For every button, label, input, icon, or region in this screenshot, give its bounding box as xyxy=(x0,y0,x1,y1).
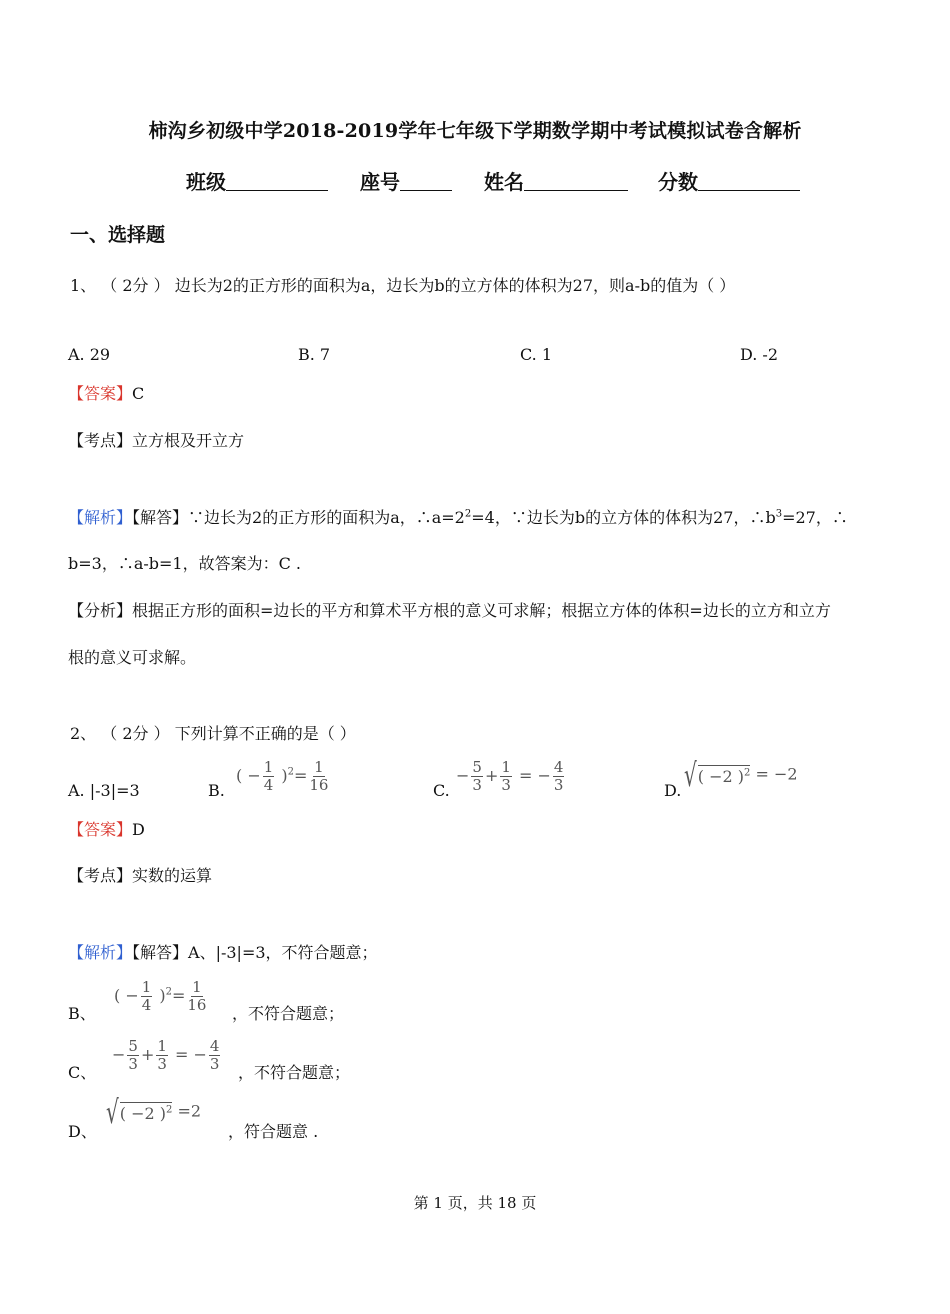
q1-point-tag: 【考点】 xyxy=(68,431,133,450)
q2-answer-value: D xyxy=(132,820,145,839)
field-score xyxy=(658,166,800,195)
q2-analysis-c-note: ，不符合题意； xyxy=(238,1063,351,1082)
field-class xyxy=(186,166,328,195)
q2-analysis-c-label: C、 xyxy=(68,1063,97,1082)
q1-option-d[interactable]: D. -2 xyxy=(740,345,779,364)
q2-analysis-d-note: ，符合题意 . xyxy=(228,1122,319,1141)
q1-fenxi-line2: 根的意义可求解。 xyxy=(68,648,197,667)
q2-analysis-d-formula: √( −2 )$^2$ =2 xyxy=(106,1092,202,1132)
page-title: 柿沟乡初级中学2018-2019学年七年级下学期数学期中考试模拟试卷含解析 xyxy=(148,120,802,142)
field-seat-blank[interactable] xyxy=(400,170,452,191)
q1-option-b[interactable]: B. 7 xyxy=(298,345,331,364)
q2-analysis-b-note: ，不符合题意； xyxy=(232,1004,345,1023)
q2-option-c-formula: − $\frac{5}{3}$ + $\frac{1}{3}$ = − $\frac{4}{3}$ xyxy=(456,758,564,794)
q2-analysis-b-formula: ( − $\frac{1}{4}$ )$^2$= $\frac{1}{16}$ xyxy=(114,978,207,1014)
q2-option-d-formula: √( −2 )$^2$ = −2 xyxy=(684,755,798,795)
q1-option-a[interactable]: A. 29 xyxy=(68,345,111,364)
q1-answer xyxy=(68,381,144,404)
q2-option-a[interactable]: A. |-3|=3 xyxy=(68,781,140,800)
q2-analysis-a-text: 【解答】A、|-3|=3，不符合题意； xyxy=(132,943,378,962)
section-heading: 一、选择题 xyxy=(70,224,166,246)
field-name-blank[interactable] xyxy=(524,170,628,191)
field-score-blank[interactable] xyxy=(698,170,800,191)
q1-point xyxy=(68,428,244,451)
q1-analysis-line1 xyxy=(68,505,848,528)
q1-option-c[interactable]: C. 1 xyxy=(520,345,553,364)
q1-answer-value: C xyxy=(132,384,145,403)
q1-analysis-text-c: =27，∴ xyxy=(782,508,848,527)
field-class-blank[interactable] xyxy=(226,170,328,191)
q2-analysis-a xyxy=(68,940,378,963)
q2-option-d-label[interactable]: D. xyxy=(664,781,682,800)
q1-fenxi-line1: 【分析】根据正方形的面积=边长的平方和算术平方根的意义可求解；根据立方体的体积=边长的立方和立方 xyxy=(68,601,831,620)
q2-analysis-c-formula: − $\frac{5}{3}$ + $\frac{1}{3}$ = − $\frac{4}{3}$ xyxy=(112,1037,220,1073)
q1-stem: 1、 （ 2分 ） 边长为2的正方形的面积为a，边长为b的立方体的体积为27，则a-b的值为（ ） xyxy=(70,276,736,295)
q2-stem: 2、 （ 2分 ） 下列计算不正确的是（ ） xyxy=(70,724,356,743)
q2-option-c-label[interactable]: C. xyxy=(433,781,450,800)
q2-analysis-b-label: B、 xyxy=(68,1004,96,1023)
q1-analysis-sup-b: 3 xyxy=(775,508,783,520)
field-seat-label: 座号 xyxy=(360,170,400,194)
q2-answer-tag: 【答案】 xyxy=(68,820,133,839)
q1-analysis-text-b: =4，∵边长为b的立方体的体积为27，∴b xyxy=(471,508,776,527)
q2-point xyxy=(68,863,212,886)
q2-option-b-label[interactable]: B. xyxy=(208,781,225,800)
page-footer: 第 1 页，共 18 页 xyxy=(413,1194,537,1212)
q2-option-b-formula: ( − $\frac{1}{4}$ )$^2$= $\frac{1}{16}$ xyxy=(236,758,329,794)
q1-analysis-sup-a: 2 xyxy=(464,508,472,520)
q2-analysis-d-label: D、 xyxy=(68,1122,97,1141)
q2-analysis-tag: 【解析】 xyxy=(68,943,133,962)
q1-point-value: 立方根及开立方 xyxy=(132,431,245,450)
q1-analysis-tag: 【解析】 xyxy=(68,508,133,527)
field-name-label: 姓名 xyxy=(484,170,524,194)
q1-answer-tag: 【答案】 xyxy=(68,384,133,403)
q1-analysis-line2: b=3，∴a-b=1，故答案为：C . xyxy=(68,554,302,573)
field-class-label: 班级 xyxy=(186,170,226,194)
field-score-label: 分数 xyxy=(658,170,698,194)
q2-answer xyxy=(68,817,145,840)
field-seat xyxy=(360,166,452,195)
q1-analysis-text-a: 【解答】∵边长为2的正方形的面积为a，∴a=2 xyxy=(132,508,465,527)
field-name xyxy=(484,166,628,195)
q2-point-value: 实数的运算 xyxy=(132,866,213,885)
q2-point-tag: 【考点】 xyxy=(68,866,133,885)
